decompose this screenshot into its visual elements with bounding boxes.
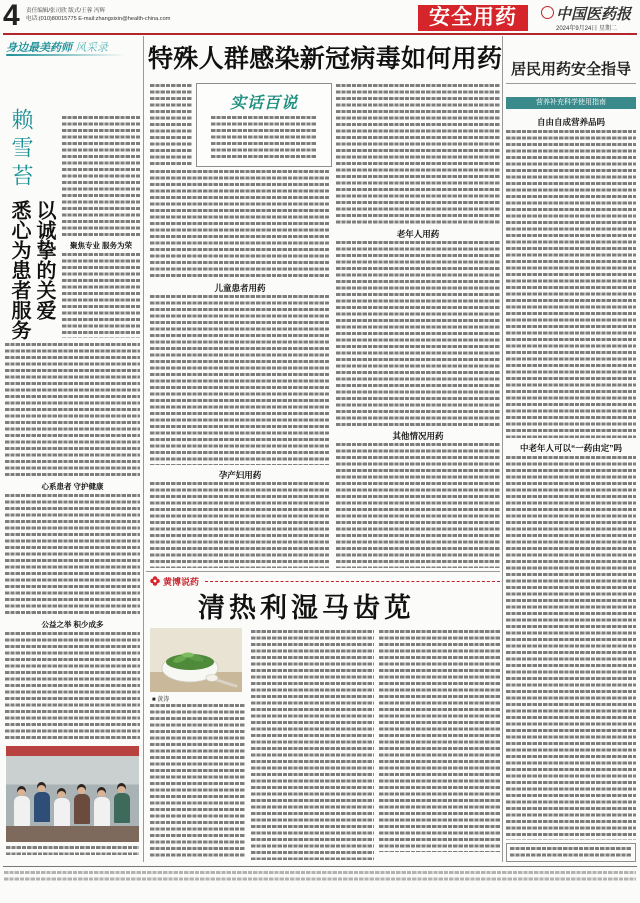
header-rule xyxy=(3,33,637,35)
profile-headline-col2: 悉心为患者服务 xyxy=(8,200,30,340)
author-info xyxy=(211,116,317,158)
contact-info: 电话:(010)80015775 E-mail:zhangsixin@health-china.com xyxy=(26,16,171,22)
column-divider xyxy=(502,36,503,862)
column-rule xyxy=(205,581,500,582)
body-text xyxy=(62,253,140,338)
bottom-headline: 清热利湿马齿苋 xyxy=(198,593,415,623)
photo-caption xyxy=(6,846,139,855)
profile-headline-col1: 以诚挚的关爱 xyxy=(33,200,55,320)
photo-banner xyxy=(6,746,139,756)
pharmacist-photo xyxy=(6,746,139,842)
right-subhead-2: 中老年人可以“一药由定”吗 xyxy=(519,443,622,453)
section-other: 其他情况用药 xyxy=(392,431,444,441)
right-title-rule xyxy=(506,83,636,84)
right-subhead-1: 自由自成营养品吗 xyxy=(536,117,605,127)
column-logo: 实话百说 xyxy=(229,95,298,112)
body-text xyxy=(150,170,330,278)
body-text xyxy=(150,295,330,465)
newspaper-logo: 中国医药报 xyxy=(556,7,632,23)
profile-subhead-2: 心系患者 守护健康 xyxy=(41,482,104,491)
right-column-title: 居民用药安全指导 xyxy=(510,61,631,78)
flower-icon xyxy=(150,576,160,586)
right-column-banner: 营养补充科学使用指南 xyxy=(506,97,636,109)
body-text xyxy=(5,494,140,616)
section-pregnant: 孕产妇用药 xyxy=(218,470,262,480)
source-note-box xyxy=(506,843,636,862)
body-text xyxy=(379,630,500,852)
feature-tag-sub: 风采录 xyxy=(75,42,108,54)
section-banner: 安全用药 xyxy=(418,5,528,31)
section-children: 儿童患者用药 xyxy=(214,283,266,293)
column-box xyxy=(196,83,332,167)
body-text xyxy=(506,456,636,840)
newspaper-emblem-icon xyxy=(541,6,554,19)
herb-photo xyxy=(150,628,242,692)
section-rule xyxy=(146,571,500,572)
body-text xyxy=(336,241,500,427)
column-divider xyxy=(143,36,144,862)
body-text xyxy=(62,116,140,238)
body-text xyxy=(506,130,636,438)
feature-tag-main: 身边最美药师 xyxy=(6,42,72,54)
profile-subhead-3: 公益之举 积少成多 xyxy=(41,620,104,629)
body-text xyxy=(150,482,330,568)
footer-rule xyxy=(3,866,637,867)
body-text xyxy=(150,704,245,860)
section-elderly: 老年人用药 xyxy=(396,229,440,239)
bottom-author: ■ 黄涛 xyxy=(152,697,170,703)
photo-table xyxy=(6,826,139,842)
body-text xyxy=(336,84,500,225)
body-text xyxy=(5,632,140,742)
footer-print-info xyxy=(4,871,636,881)
main-headline: 特殊人群感染新冠病毒如何用药 xyxy=(148,45,503,73)
column-name: 黄博说药 xyxy=(163,577,200,587)
body-text xyxy=(336,443,500,568)
pharmacist-name: 赖雪苔 xyxy=(9,108,34,192)
tag-swoosh xyxy=(6,54,126,56)
page-number: 4 xyxy=(3,0,20,32)
profile-subhead-1: 聚焦专业 服务为荣 xyxy=(69,241,133,250)
feature-tag xyxy=(6,38,138,54)
body-text xyxy=(251,630,374,860)
issue-date: 2024年9月24日 星期二 xyxy=(556,26,618,32)
body-text xyxy=(150,84,192,168)
editor-info: 责任编辑/张司欣 版式/王蓉 冯辉 xyxy=(26,8,105,14)
body-text xyxy=(5,343,140,478)
source-note xyxy=(510,847,632,858)
